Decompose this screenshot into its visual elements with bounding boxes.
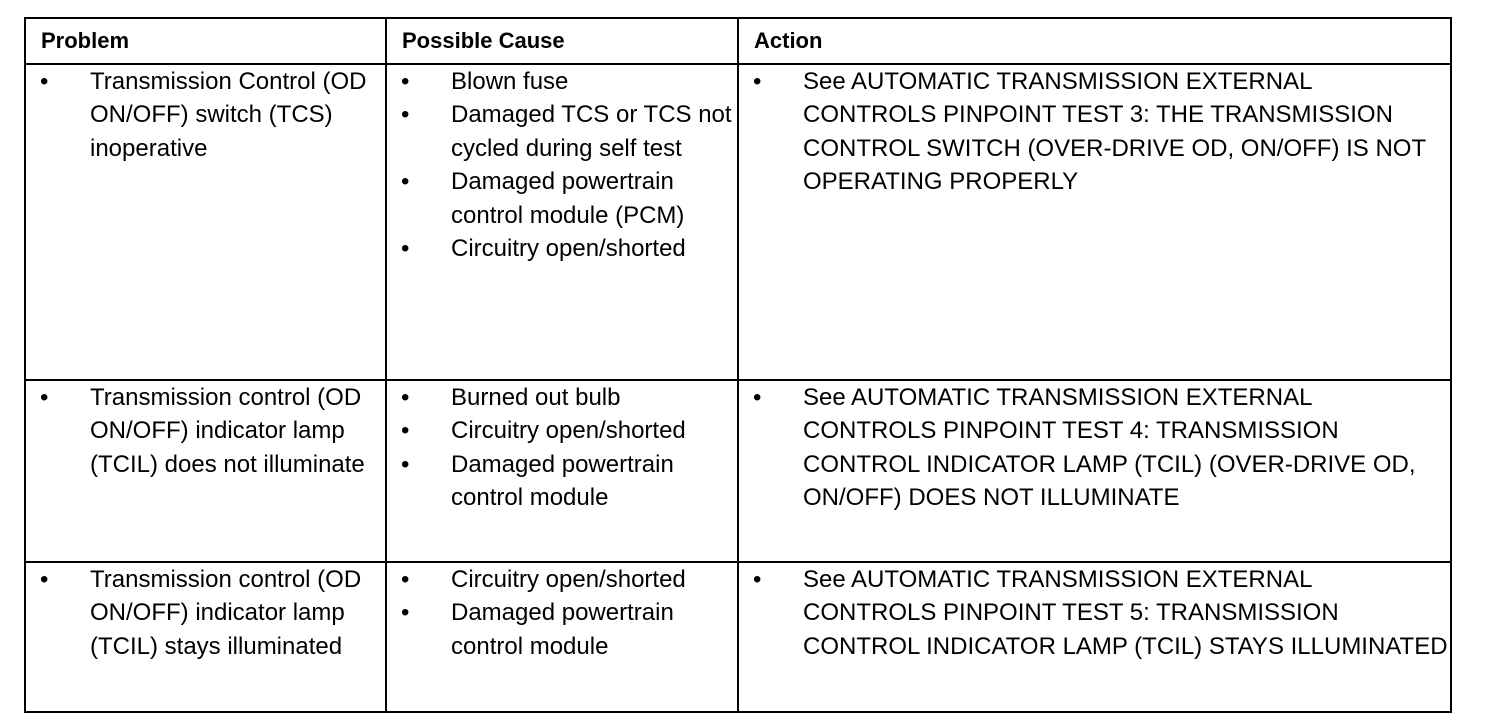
table-row <box>25 380 1451 562</box>
problem-cell <box>25 562 386 712</box>
cause-cell <box>386 562 738 712</box>
cause-list <box>387 563 737 663</box>
bullet-icon: • <box>401 417 410 445</box>
bullet-icon: • <box>401 566 410 593</box>
bullet-icon: • <box>401 68 410 95</box>
list-item <box>387 563 737 596</box>
header-possible-cause: Possible Cause <box>386 18 738 64</box>
list-item <box>739 381 1450 515</box>
list-item <box>26 563 385 663</box>
problem-text: Transmission Control (OD ON/OFF) switch (TCS) inoperative <box>90 68 367 162</box>
list-item <box>26 381 385 481</box>
list-item <box>739 65 1450 199</box>
action-list <box>739 563 1450 663</box>
cause-text: Blown fuse <box>451 68 569 95</box>
cause-text: Circuitry open/shorted <box>451 417 686 445</box>
bullet-icon: • <box>401 101 410 129</box>
action-list <box>739 65 1450 199</box>
cause-text: Circuitry open/shorted <box>451 566 686 593</box>
action-list <box>739 381 1450 515</box>
cause-text: Damaged powertrain control module <box>451 599 674 660</box>
list-item <box>387 448 737 515</box>
bullet-icon: • <box>401 450 410 478</box>
table-row <box>25 562 1451 712</box>
bullet-icon: • <box>40 384 49 411</box>
list-item <box>26 65 385 165</box>
cause-text: Damaged powertrain control module <box>451 450 674 512</box>
bullet-icon: • <box>40 566 49 593</box>
list-item <box>387 165 737 232</box>
header-action: Action <box>738 18 1451 64</box>
problem-list <box>26 381 385 481</box>
problem-cell <box>25 380 386 562</box>
header-problem: Problem <box>25 18 386 64</box>
action-text: See AUTOMATIC TRANSMISSION EXTERNAL CONTROLS PINPOINT TEST 5: TRANSMISSION CONTROL INDICATOR LAMP (TCIL) STAYS ILLUMINATED <box>803 566 1448 660</box>
action-text: See AUTOMATIC TRANSMISSION EXTERNAL CONTROLS PINPOINT TEST 4: TRANSMISSION CONTROL INDICATOR LAMP (TCIL) (OVER-DRIVE OD, ON/OFF) DOES NOT ILLUMINATE <box>803 384 1416 512</box>
bullet-icon: • <box>401 168 410 196</box>
list-item <box>387 596 737 663</box>
action-text: See AUTOMATIC TRANSMISSION EXTERNAL CONTROLS PINPOINT TEST 3: THE TRANSMISSION CONTROL SWITCH (OVER-DRIVE OD, ON/OFF) IS NOT OPERATING PROPERLY <box>803 68 1426 196</box>
problem-text: Transmission control (OD ON/OFF) indicator lamp (TCIL) does not illuminate <box>90 384 365 478</box>
problem-list <box>26 65 385 165</box>
cause-list <box>387 381 737 515</box>
action-cell <box>738 64 1451 380</box>
cause-text: Burned out bulb <box>451 384 621 411</box>
bullet-icon: • <box>401 599 410 627</box>
diagnosis-table <box>24 17 1452 713</box>
list-item <box>387 381 737 414</box>
problem-list <box>26 563 385 663</box>
list-item <box>387 232 737 265</box>
problem-cell <box>25 64 386 380</box>
action-cell <box>738 562 1451 712</box>
table-row <box>25 64 1451 380</box>
cause-text: Damaged powertrain control module (PCM) <box>451 168 685 229</box>
list-item <box>739 563 1450 663</box>
bullet-icon: • <box>753 566 762 593</box>
cause-text: Damaged TCS or TCS not cycled during self test <box>451 101 732 162</box>
cause-text: Circuitry open/shorted <box>451 235 686 263</box>
cause-list <box>387 65 737 265</box>
bullet-icon: • <box>40 68 49 95</box>
action-cell <box>738 380 1451 562</box>
list-item <box>387 65 737 98</box>
header-row <box>25 18 1451 64</box>
cause-cell <box>386 64 738 380</box>
bullet-icon: • <box>401 235 410 263</box>
list-item <box>387 98 737 165</box>
bullet-icon: • <box>401 384 410 411</box>
bullet-icon: • <box>753 68 762 95</box>
list-item <box>387 414 737 447</box>
cause-cell <box>386 380 738 562</box>
problem-text: Transmission control (OD ON/OFF) indicator lamp (TCIL) stays illuminated <box>90 566 362 660</box>
bullet-icon: • <box>753 384 762 411</box>
